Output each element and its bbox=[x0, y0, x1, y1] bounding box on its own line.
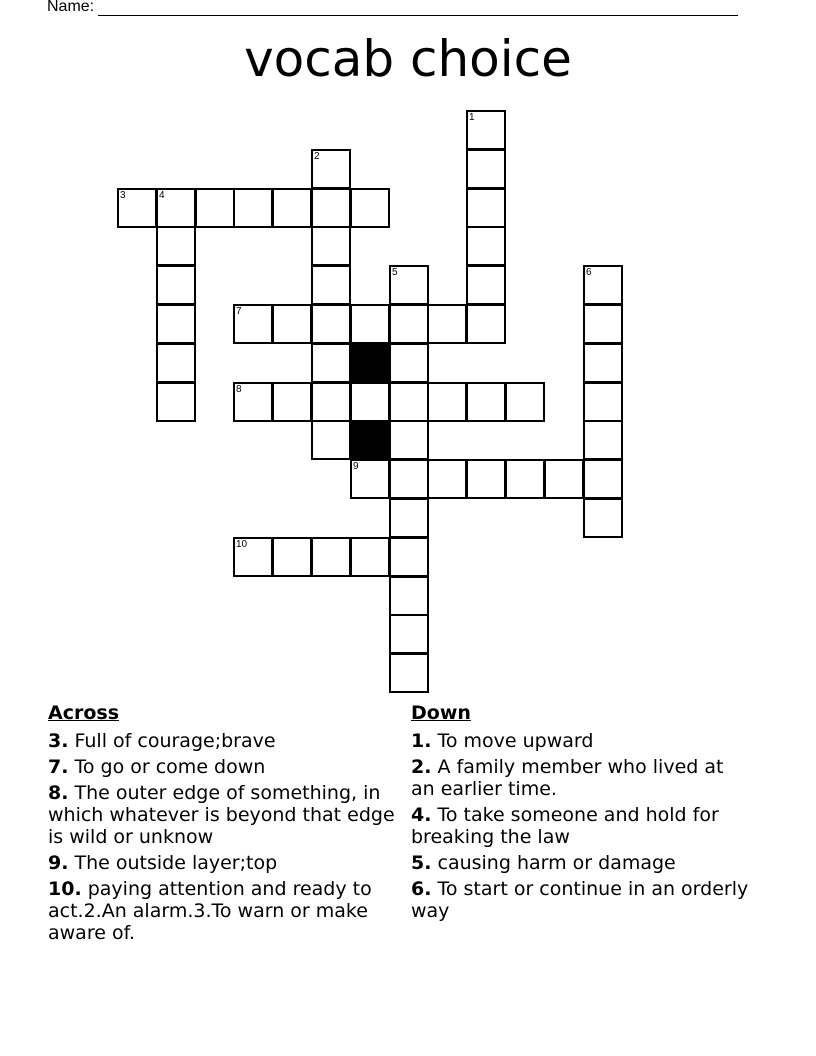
down-clue bbox=[411, 756, 751, 800]
grid-cell[interactable] bbox=[156, 226, 196, 266]
clue-number: 5 bbox=[392, 267, 398, 278]
grid-cell[interactable] bbox=[389, 420, 429, 460]
grid-cell[interactable] bbox=[233, 188, 273, 228]
clue-text: The outside layer;top bbox=[68, 852, 278, 874]
grid-cell[interactable] bbox=[311, 188, 351, 228]
down-clue bbox=[411, 852, 751, 874]
grid-cell[interactable] bbox=[505, 382, 545, 422]
clue-text: To go or come down bbox=[68, 756, 266, 778]
grid-cell[interactable] bbox=[389, 382, 429, 422]
grid-cell[interactable] bbox=[583, 265, 623, 305]
grid-cell[interactable] bbox=[311, 265, 351, 305]
grid-cell[interactable] bbox=[350, 382, 390, 422]
clue-number: 7 bbox=[236, 306, 242, 317]
grid-cell[interactable] bbox=[389, 537, 429, 577]
clue-number-label: 5. bbox=[411, 852, 432, 874]
clue-number: 2 bbox=[314, 151, 320, 162]
clue-number-label: 1. bbox=[411, 730, 432, 752]
grid-cell[interactable] bbox=[272, 188, 312, 228]
grid-cell[interactable] bbox=[156, 382, 196, 422]
grid-cell[interactable] bbox=[583, 498, 623, 538]
clue-number: 3 bbox=[120, 190, 126, 201]
grid-cell[interactable] bbox=[466, 226, 506, 266]
grid-cell[interactable] bbox=[389, 304, 429, 344]
grid-cell[interactable] bbox=[311, 304, 351, 344]
grid-cell[interactable] bbox=[583, 343, 623, 383]
grid-cell[interactable] bbox=[466, 188, 506, 228]
clue-text: A family member who lived at an earlier time. bbox=[411, 756, 724, 800]
clue-text: To take someone and hold for breaking the law bbox=[411, 804, 719, 848]
grid-cell[interactable] bbox=[311, 537, 351, 577]
grid-cell[interactable] bbox=[466, 382, 506, 422]
name-label: Name: bbox=[47, 0, 95, 15]
grid-cell[interactable] bbox=[311, 420, 351, 460]
grid-cell[interactable] bbox=[466, 110, 506, 150]
clue-text: causing harm or damage bbox=[431, 852, 676, 874]
grid-cell[interactable] bbox=[156, 304, 196, 344]
grid-block bbox=[350, 343, 390, 383]
clue-number-label: 9. bbox=[48, 852, 69, 874]
grid-cell[interactable] bbox=[544, 459, 584, 499]
grid-cell[interactable] bbox=[466, 149, 506, 189]
grid-cell[interactable] bbox=[311, 343, 351, 383]
grid-cell[interactable] bbox=[156, 343, 196, 383]
grid-cell[interactable] bbox=[350, 188, 390, 228]
across-clues bbox=[48, 702, 400, 948]
down-clue bbox=[411, 878, 751, 922]
across-heading: Across bbox=[48, 702, 120, 724]
grid-cell[interactable] bbox=[427, 304, 467, 344]
puzzle-title: vocab choice bbox=[244, 30, 572, 88]
grid-cell[interactable] bbox=[233, 537, 273, 577]
clue-text: Full of courage;brave bbox=[68, 730, 276, 752]
clue-number: 4 bbox=[159, 190, 165, 201]
clue-number-label: 2. bbox=[411, 756, 432, 778]
clue-number-label: 6. bbox=[411, 878, 432, 900]
grid-cell[interactable] bbox=[272, 304, 312, 344]
grid-cell[interactable] bbox=[156, 188, 196, 228]
grid-cell[interactable] bbox=[311, 226, 351, 266]
down-clues bbox=[411, 702, 751, 926]
grid-cell[interactable] bbox=[389, 459, 429, 499]
down-clue bbox=[411, 804, 751, 848]
grid-cell[interactable] bbox=[350, 537, 390, 577]
clue-number-label: 7. bbox=[48, 756, 69, 778]
clue-number: 9 bbox=[353, 461, 359, 472]
across-clue bbox=[48, 756, 400, 778]
grid-cell[interactable] bbox=[583, 382, 623, 422]
grid-cell[interactable] bbox=[272, 382, 312, 422]
grid-cell[interactable] bbox=[389, 576, 429, 616]
clue-number-label: 8. bbox=[48, 782, 69, 804]
clue-text: To start or continue in an orderly way bbox=[411, 878, 749, 922]
clue-number-label: 3. bbox=[48, 730, 69, 752]
grid-cell[interactable] bbox=[505, 459, 545, 499]
down-clue-list bbox=[411, 730, 751, 922]
grid-block bbox=[350, 420, 390, 460]
clue-text: The outer edge of something, in which whatever is beyond that edge is wild or unknow bbox=[48, 782, 395, 848]
clue-number: 10 bbox=[236, 539, 248, 550]
grid-cell[interactable] bbox=[583, 420, 623, 460]
grid-cell[interactable] bbox=[466, 459, 506, 499]
across-clue bbox=[48, 878, 400, 944]
across-clue bbox=[48, 730, 400, 752]
down-clue bbox=[411, 730, 751, 752]
clue-number: 6 bbox=[586, 267, 592, 278]
grid-cell[interactable] bbox=[233, 304, 273, 344]
across-clue bbox=[48, 852, 400, 874]
clue-text: To move upward bbox=[431, 730, 594, 752]
clue-text: paying attention and ready to act.2.An alarm.3.To warn or make aware of. bbox=[48, 878, 372, 944]
across-clue-list bbox=[48, 730, 400, 944]
grid-cell[interactable] bbox=[233, 382, 273, 422]
grid-cell[interactable] bbox=[389, 614, 429, 654]
grid-cell[interactable] bbox=[466, 265, 506, 305]
grid-cell[interactable] bbox=[389, 498, 429, 538]
across-clue bbox=[48, 782, 400, 848]
grid-cell[interactable] bbox=[272, 537, 312, 577]
grid-cell[interactable] bbox=[583, 304, 623, 344]
clue-number-label: 10. bbox=[48, 878, 82, 900]
clue-number-label: 4. bbox=[411, 804, 432, 826]
grid-cell[interactable] bbox=[389, 265, 429, 305]
grid-cell[interactable] bbox=[389, 653, 429, 693]
grid-cell[interactable] bbox=[583, 459, 623, 499]
grid-cell[interactable] bbox=[311, 382, 351, 422]
grid-cell[interactable] bbox=[427, 459, 467, 499]
grid-cell[interactable] bbox=[195, 188, 235, 228]
grid-cell[interactable] bbox=[311, 149, 351, 189]
clue-number: 1 bbox=[469, 112, 475, 123]
grid-cell[interactable] bbox=[350, 304, 390, 344]
grid-cell[interactable] bbox=[350, 459, 390, 499]
grid-cell[interactable] bbox=[117, 188, 157, 228]
grid-cell[interactable] bbox=[156, 265, 196, 305]
down-heading: Down bbox=[411, 702, 471, 724]
grid-cell[interactable] bbox=[466, 304, 506, 344]
grid-cell[interactable] bbox=[389, 343, 429, 383]
clue-number: 8 bbox=[236, 384, 242, 395]
grid-cell[interactable] bbox=[427, 382, 467, 422]
